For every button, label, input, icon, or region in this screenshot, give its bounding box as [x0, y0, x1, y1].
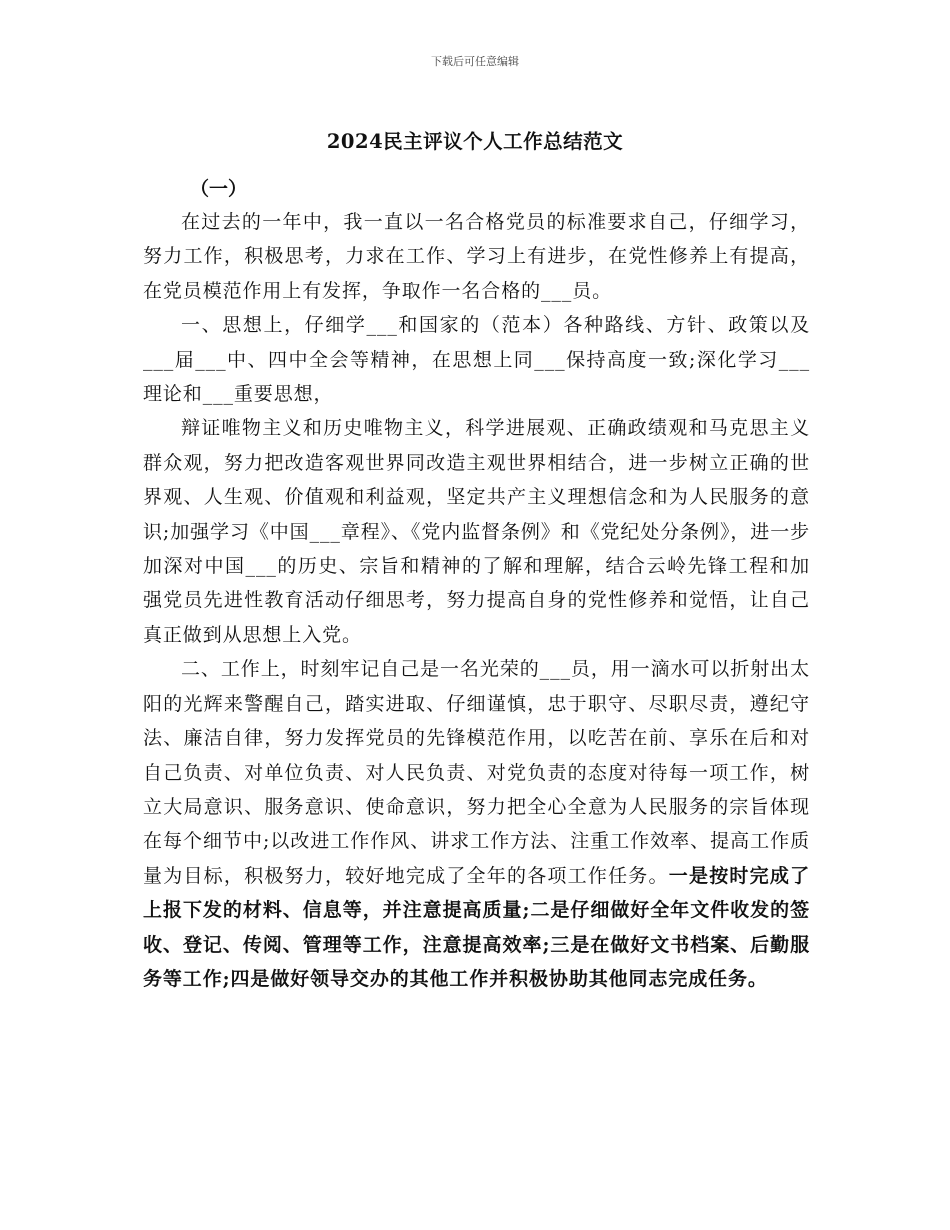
paragraph-4-text: 二、工作上，时刻牢记自己是一名光荣的___员，用一滴水可以折射出太阳的光辉来警醒自己，踏实进取、仔细谨慎，忠于职守、尽职尽责，遵纪守法、廉洁自律，努力发挥党员的先锋模范作用，以吃苦在前、享乐在后和对自己负责、对单位负责、对人民负责、对党负责的态度对待每一项工作，树立大局意识、服务意识、使命意识，努力把全心全意为人民服务的宗旨体现在每个细节中;以改进工作作风、讲求工作方法、注重工作效率、提高工作质量为目标，积极努力，较好地完成了全年的各项工作任务。 — [143, 658, 810, 887]
header-note: 下载后可任意编辑 — [431, 55, 519, 68]
section-label: （一） — [190, 178, 248, 200]
document-body — [143, 205, 810, 996]
paragraph-2: 一、思想上，仔细学___和国家的（范本）各种路线、方针、政策以及___届___中、四中全会等精神，在思想上同___保持高度一致;深化学习___理论和___重要思想， — [143, 314, 810, 406]
paragraph-4-bold-text: 一是按时完成了上报下发的材料、信息等，并注意提高质量;二是仔细做好全年文件收发的签收、登记、传阅、管理等工作，注意提高效率;三是在做好文书档案、后勤服务等工作;四是做好领导交办的其他工作并积极协助其他同志完成任务。 — [143, 864, 810, 990]
document-title: 2024民主评议个人工作总结范文 — [326, 130, 624, 153]
paragraph-1: 在过去的一年中，我一直以一名合格党员的标准要求自己，仔细学习，努力工作，积极思考，力求在工作、学习上有进步，在党性修养上有提高，在党员模范作用上有发挥，争取作一名合格的___员。 — [143, 211, 810, 302]
paragraph-4 — [143, 652, 810, 996]
paragraph-3: 辩证唯物主义和历史唯物主义，科学进展观、正确政绩观和马克思主义群众观，努力把改造客观世界同改造主观世界相结合，进一步树立正确的世界观、人生观、价值观和利益观，坚定共产主义理想信念和为人民服务的意识;加强学习《中国___章程》、《党内监督条例》和《党纪处分条例》，进一步加深对中国___的历史、宗旨和精神的了解和理解，结合云岭先锋工程和加强党员先进性教育活动仔细思考，努力提高自身的党性修养和觉悟，让自己真正做到从思想上入党。 — [143, 417, 810, 646]
